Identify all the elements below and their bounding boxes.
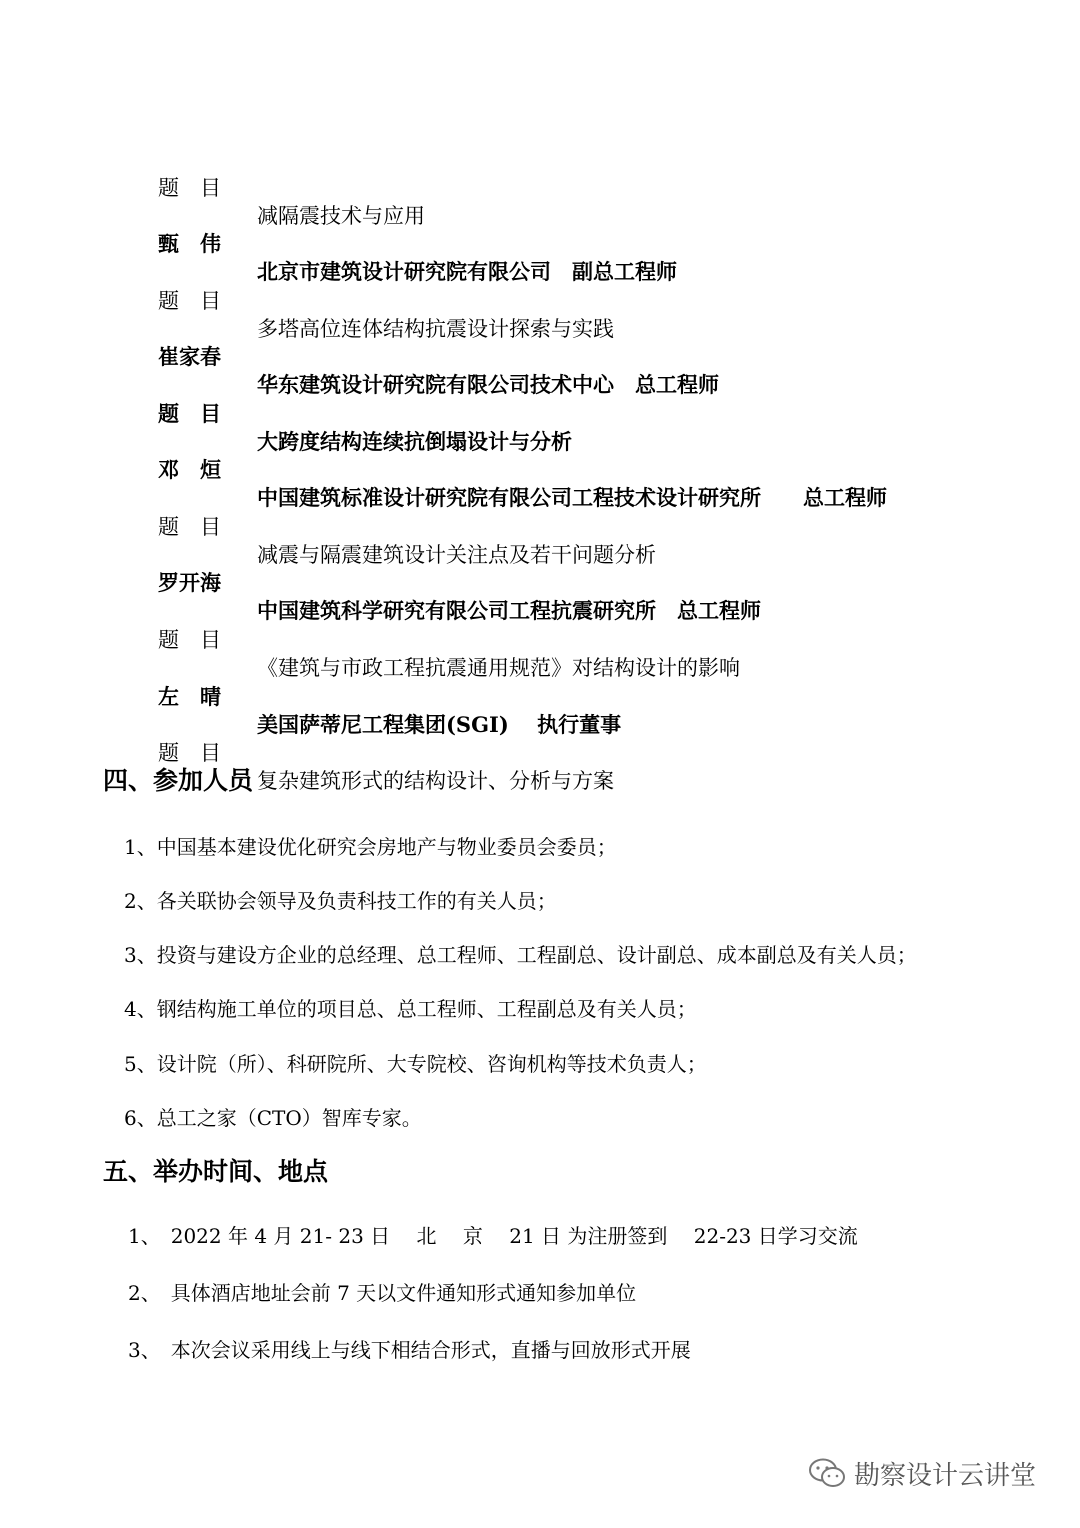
row-text: 减隔震技术与应用	[257, 204, 425, 228]
row-label: 罗开海	[158, 570, 221, 595]
row-label: 邓 烜	[158, 457, 221, 482]
list-item: 6、总工之家（CTO）智库专家。	[124, 1106, 422, 1130]
row-label: 题 目	[158, 515, 221, 539]
row-text: 复杂建筑形式的结构设计、分析与方案	[257, 769, 614, 793]
row-text: 中国建筑标准设计研究院有限公司工程技术设计研究所 总工程师	[257, 485, 887, 510]
watermark	[808, 1456, 1036, 1490]
list-item: 4、钢结构施工单位的项目总、总工程师、工程副总及有关人员；	[124, 997, 697, 1021]
row-text: 大跨度结构连续抗倒塌设计与分析	[257, 429, 572, 454]
row-label: 题 目	[158, 401, 221, 426]
row-label: 左 晴	[158, 684, 221, 709]
wechat-icon	[808, 1457, 846, 1489]
row-text: 华东建筑设计研究院有限公司技术中心 总工程师	[257, 372, 719, 397]
row-text: 北京市建筑设计研究院有限公司 副总工程师	[257, 259, 677, 284]
list-item: 3、投资与建设方企业的总经理、总工程师、工程副总、设计副总、成本副总及有关人员；	[124, 943, 917, 967]
section-heading: 五、举办时间、地点	[103, 1157, 329, 1186]
row-text: 减震与隔震建筑设计关注点及若干问题分析	[257, 543, 656, 567]
list-item: 2、各关联协会领导及负责科技工作的有关人员；	[124, 889, 557, 913]
row-text: 中国建筑科学研究有限公司工程抗震研究所 总工程师	[257, 598, 761, 623]
list-item: 1、中国基本建设优化研究会房地产与物业委员会委员；	[124, 835, 617, 859]
list-item: 5、设计院（所）、科研院所、大专院校、咨询机构等技术负责人；	[124, 1052, 707, 1076]
watermark-text: 勘察设计云讲堂	[854, 1460, 1037, 1491]
row-label: 甄 伟	[158, 231, 221, 256]
section-heading: 四、参加人员	[103, 766, 254, 795]
row-label: 题 目	[158, 289, 221, 313]
row-label: 题 目	[158, 741, 221, 765]
row-label: 题 目	[158, 176, 221, 200]
list-item: 3、 本次会议采用线上与线下相结合形式，直播与回放形式开展	[128, 1338, 691, 1362]
row-text: 美国萨蒂尼工程集团(SGI) 执行董事	[257, 712, 622, 737]
list-item: 1、 2022 年 4 月 21- 23 日 北 京 21 日 为注册签到 22-23 日学习交流	[128, 1224, 858, 1248]
row-label: 题 目	[158, 628, 221, 652]
row-text: 多塔高位连体结构抗震设计探索与实践	[257, 317, 614, 341]
list-item: 2、 具体酒店地址会前 7 天以文件通知形式通知参加单位	[128, 1281, 637, 1305]
row-label: 崔家春	[158, 344, 221, 369]
row-text: 《建筑与市政工程抗震通用规范》对结构设计的影响	[257, 656, 740, 680]
